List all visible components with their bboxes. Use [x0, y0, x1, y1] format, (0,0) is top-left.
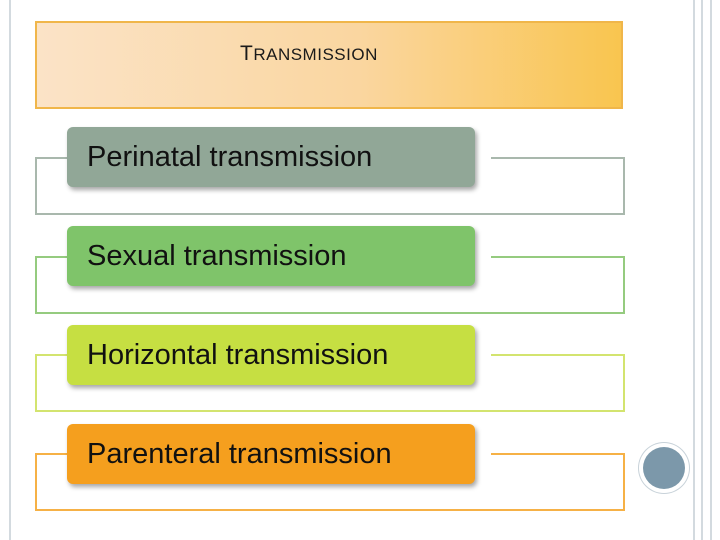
list-item-label: Sexual transmission: [87, 239, 347, 272]
page-title: [240, 42, 378, 66]
right-border-line: [710, 0, 712, 540]
list-item-perinatal: [67, 127, 475, 187]
bracket-top-left: [35, 256, 67, 258]
list-item-horizontal: [67, 325, 475, 385]
list-item-label: Perinatal transmission: [87, 140, 373, 173]
right-border-line: [693, 0, 695, 540]
bracket-top-right: [491, 157, 625, 159]
list-item-label: Horizontal transmission: [87, 338, 389, 371]
list-item-parenteral: [67, 424, 475, 484]
bracket-top-left: [35, 354, 67, 356]
title-initial: T: [240, 42, 254, 65]
bracket-top-right: [491, 354, 625, 356]
right-border-line: [701, 0, 703, 540]
list-item-label: Parenteral transmission: [87, 437, 392, 470]
decorative-circle: [643, 447, 685, 489]
list-item-sexual: [67, 226, 475, 286]
bracket-top-right: [491, 453, 625, 455]
left-border-line: [9, 0, 11, 540]
bracket-top-right: [491, 256, 625, 258]
bracket-top-left: [35, 453, 67, 455]
bracket-top-left: [35, 157, 67, 159]
title-rest: RANSMISSION: [253, 45, 378, 64]
